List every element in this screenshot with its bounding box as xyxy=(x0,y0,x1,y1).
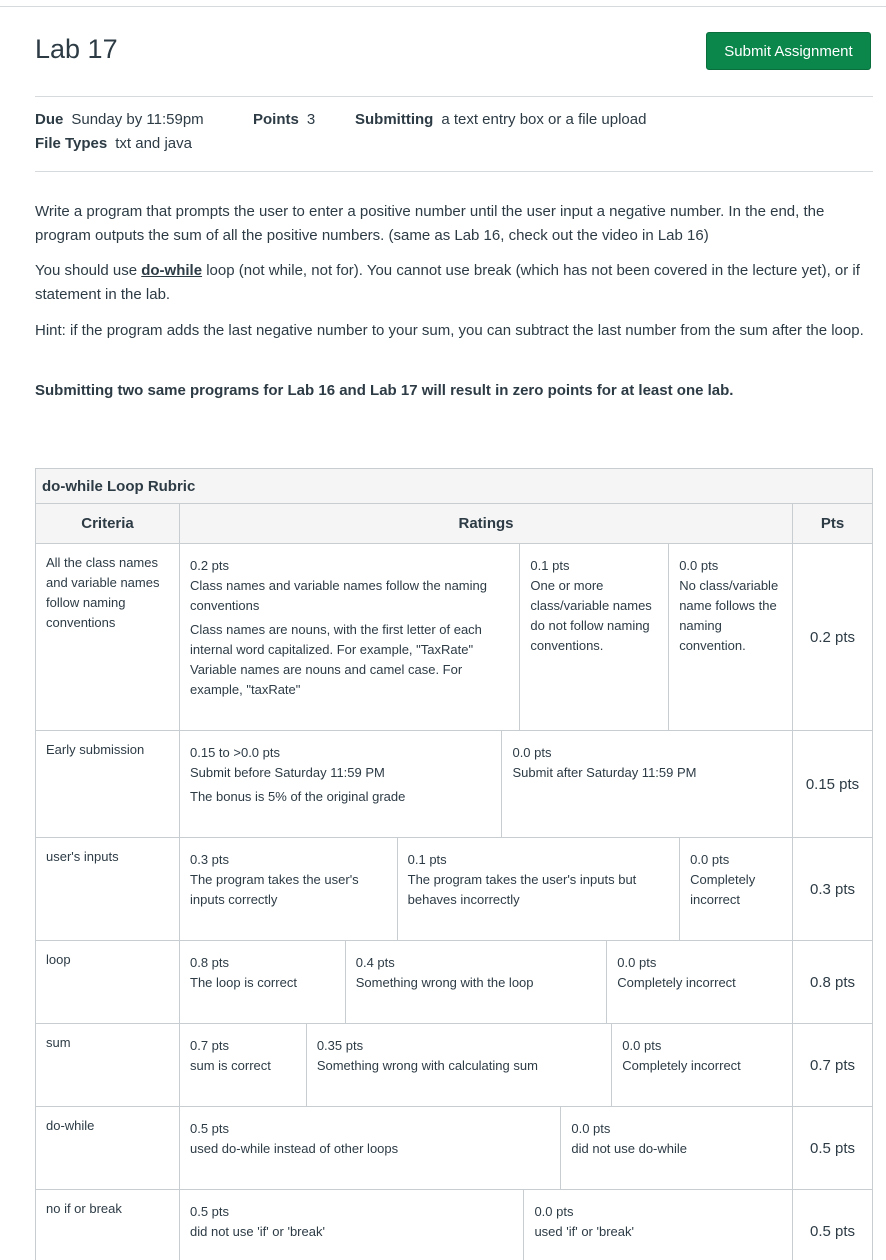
rubric-row xyxy=(36,1107,872,1190)
rating-cell xyxy=(612,1024,792,1106)
rating-cell xyxy=(180,731,502,837)
page-title: Lab 17 xyxy=(35,34,118,64)
points-label: Points xyxy=(253,111,299,128)
description-paragraph-4: Submitting two same programs for Lab 16 and Lab 17 will result in zero points for at least one lab. xyxy=(35,382,734,399)
pts-header: Pts xyxy=(820,515,845,532)
ratings-group xyxy=(180,544,793,730)
criterion-points: 0.7 pts xyxy=(809,1056,856,1074)
rating-cell xyxy=(307,1024,612,1106)
rating-cell xyxy=(180,1024,307,1106)
rubric-row xyxy=(36,731,872,838)
due-label: Due xyxy=(35,111,64,128)
due-info xyxy=(35,111,204,128)
criterion-points: 0.5 pts xyxy=(809,1139,856,1157)
rubric-title: do-while Loop Rubric xyxy=(36,469,872,504)
rating-cell xyxy=(669,544,792,730)
rating-cell xyxy=(180,544,520,730)
rating-description: sum is correct xyxy=(190,1058,271,1073)
rating-points: 0.5 pts xyxy=(190,1121,230,1136)
rating-points: 0.0 pts xyxy=(571,1121,611,1136)
rating-description: Something wrong with the loop xyxy=(355,975,534,990)
rubric-table xyxy=(35,468,873,1260)
rating-cell xyxy=(502,731,792,837)
criterion-points: 0.3 pts xyxy=(809,880,856,898)
ratings-group xyxy=(180,838,793,940)
rating-description: did not use do-while xyxy=(571,1141,688,1156)
criterion-points: 0.15 pts xyxy=(805,775,860,793)
rating-points: 0.8 pts xyxy=(190,955,230,970)
rating-description: did not use 'if' or 'break' xyxy=(190,1224,325,1239)
rating-points: 0.0 pts xyxy=(690,852,730,867)
due-value: Sunday by 11:59pm xyxy=(71,111,204,128)
points-value: 3 xyxy=(306,111,316,128)
criterion-points: 0.5 pts xyxy=(809,1222,856,1240)
submitting-value: a text entry box or a file upload xyxy=(441,111,647,128)
ratings-group xyxy=(180,941,793,1023)
submitting-info xyxy=(355,111,646,128)
rating-cell xyxy=(680,838,792,940)
description-paragraph-3: Hint: if the program adds the last negative number to your sum, you can subtract the last number from the sum after the loop. xyxy=(35,322,864,339)
rating-description: Something wrong with calculating sum xyxy=(316,1058,538,1073)
rating-cell xyxy=(524,1190,792,1260)
rating-points: 0.0 pts xyxy=(617,955,657,970)
meta-divider xyxy=(35,171,873,172)
rating-long-description: The bonus is 5% of the original grade xyxy=(190,789,406,804)
rubric-row xyxy=(36,544,872,731)
criterion-label: loop xyxy=(36,941,180,1023)
rating-description: used do-while instead of other loops xyxy=(190,1141,399,1156)
rating-cell xyxy=(180,1190,524,1260)
rating-cell xyxy=(180,1107,561,1189)
rating-points: 0.7 pts xyxy=(190,1038,230,1053)
rating-points: 0.0 pts xyxy=(534,1204,574,1219)
rubric-row xyxy=(36,941,872,1024)
rubric-row xyxy=(36,1190,872,1260)
rating-description: Submit after Saturday 11:59 PM xyxy=(512,765,697,780)
top-divider xyxy=(0,6,886,7)
submitting-label: Submitting xyxy=(355,111,434,128)
rating-description: Completely incorrect xyxy=(617,975,736,990)
rating-description: The program takes the user's inputs correctly xyxy=(190,872,359,907)
do-while-link[interactable]: do-while xyxy=(141,262,203,279)
rating-cell xyxy=(346,941,608,1023)
rating-cell xyxy=(561,1107,792,1189)
rating-description: No class/variable name follows the naming convention. xyxy=(679,578,779,653)
rating-points: 0.3 pts xyxy=(190,852,230,867)
criterion-label: do-while xyxy=(36,1107,180,1189)
rating-points: 0.4 pts xyxy=(355,955,395,970)
rating-description: Completely incorrect xyxy=(690,872,756,907)
rubric-header-row xyxy=(36,504,872,544)
rating-points: 0.2 pts xyxy=(190,558,230,573)
filetypes-info xyxy=(35,135,192,152)
criterion-label: All the class names and variable names follow naming conventions xyxy=(36,544,180,730)
ratings-group xyxy=(180,731,793,837)
points-info xyxy=(253,111,315,128)
criterion-label: user's inputs xyxy=(36,838,180,940)
rating-points: 0.15 to >0.0 pts xyxy=(190,745,280,760)
rating-points: 0.35 pts xyxy=(316,1038,364,1053)
rubric-row xyxy=(36,1024,872,1107)
filetypes-label: File Types xyxy=(35,135,108,152)
rating-points: 0.0 pts xyxy=(622,1038,662,1053)
rating-description: The loop is correct xyxy=(190,975,297,990)
rating-description: Submit before Saturday 11:59 PM xyxy=(190,765,385,780)
rating-cell xyxy=(180,941,346,1023)
rating-description: One or more class/variable names do not follow naming conventions. xyxy=(530,578,652,653)
criterion-label: no if or break xyxy=(36,1190,180,1260)
submit-assignment-button[interactable]: Submit Assignment xyxy=(706,32,871,70)
rubric-row xyxy=(36,838,872,941)
rating-cell xyxy=(520,544,669,730)
header-divider xyxy=(35,96,873,97)
description-paragraph-1: Write a program that prompts the user to enter a positive number until the user input a negative number. In the end, the program outputs the sum of all the positive numbers. (same as Lab 16, check out the video in Lab 16) xyxy=(35,203,825,244)
rating-description: Completely incorrect xyxy=(622,1058,741,1073)
rating-cell xyxy=(607,941,792,1023)
rating-description: used 'if' or 'break' xyxy=(534,1224,634,1239)
description-paragraph-2: You should use do-while loop (not while, not for). You cannot use break (which has not been covered in the lecture yet), or if statement in the lab. xyxy=(35,262,860,303)
ratings-group xyxy=(180,1107,793,1189)
ratings-group xyxy=(180,1190,793,1260)
criteria-header: Criteria xyxy=(36,504,180,543)
rating-cell xyxy=(180,838,398,940)
rating-points: 0.5 pts xyxy=(190,1204,230,1219)
rating-points: 0.1 pts xyxy=(407,852,447,867)
rating-points: 0.1 pts xyxy=(530,558,570,573)
ratings-header: Ratings xyxy=(180,504,793,543)
rating-points: 0.0 pts xyxy=(679,558,719,573)
criterion-points: 0.2 pts xyxy=(809,628,856,646)
ratings-group xyxy=(180,1024,793,1106)
rating-long-description: Class names are nouns, with the first letter of each internal word capitalized. For example, "TaxRate" Variable names are nouns and camel case. For example, "taxRate" xyxy=(190,622,482,697)
criterion-label: Early submission xyxy=(36,731,180,837)
rating-cell xyxy=(398,838,681,940)
criterion-points: 0.8 pts xyxy=(809,973,856,991)
criterion-label: sum xyxy=(36,1024,180,1106)
filetypes-value: txt and java xyxy=(115,135,192,152)
rating-description: The program takes the user's inputs but behaves incorrectly xyxy=(407,872,637,907)
rating-description: Class names and variable names follow the naming conventions xyxy=(190,578,487,613)
rating-points: 0.0 pts xyxy=(512,745,552,760)
